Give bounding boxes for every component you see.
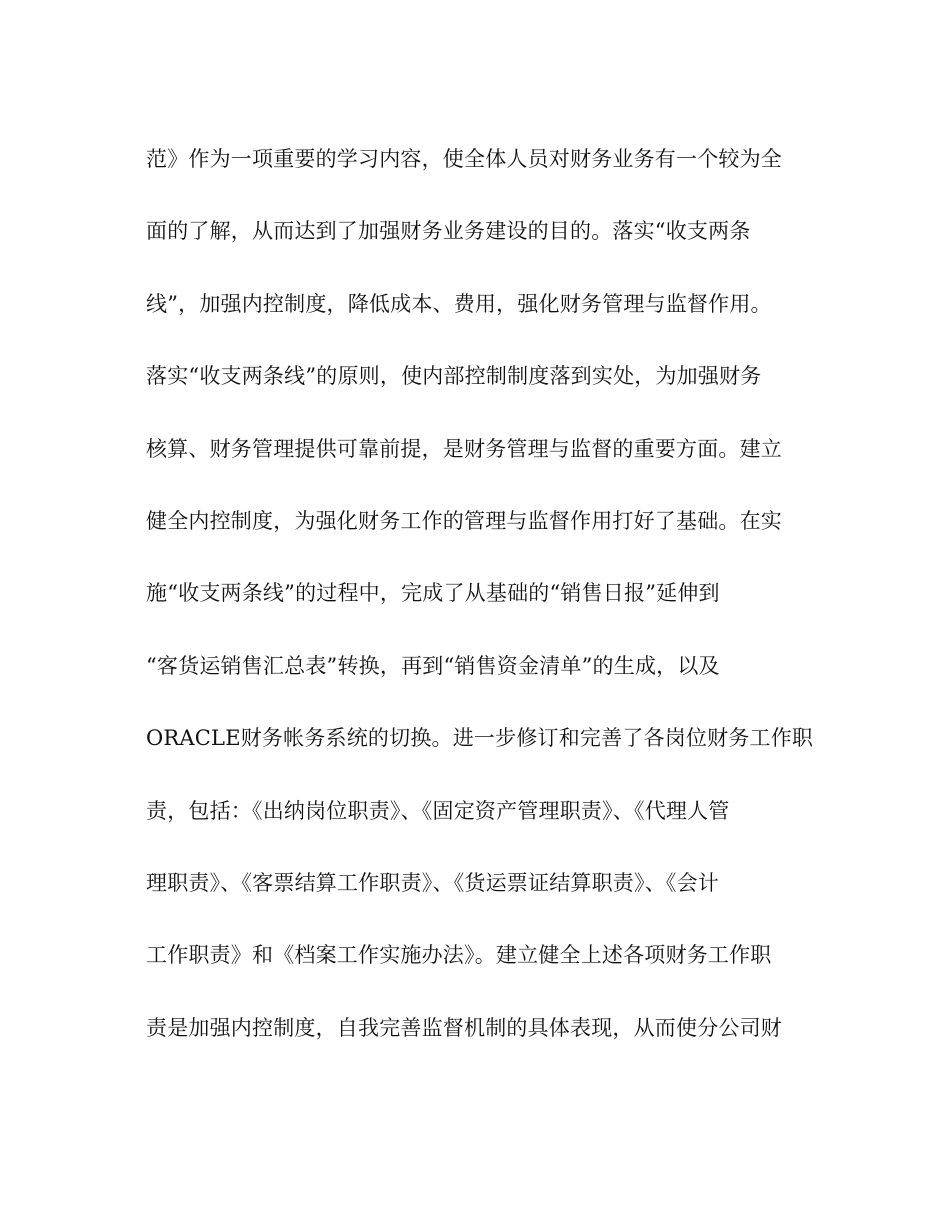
- text-line-11: 理职责》、《客票结算工作职责》、《货运票证结算职责》、《会计: [146, 870, 719, 895]
- text-line-12: 工作职责》和《档案工作实施办法》。建立健全上述各项财务工作职: [146, 943, 772, 968]
- text-line-13: 责是加强内控制度，自我完善监督机制的具体表现，从而使分公司财: [146, 1015, 782, 1040]
- text-line-3: 线”，加强内控制度，降低成本、费用，强化财务管理与监督作用。: [146, 291, 772, 316]
- text-line-9: ORACLE财务帐务系统的切换。进一步修订和完善了各岗位财务工作职: [146, 726, 814, 751]
- text-line-7: 施“收支两条线”的过程中，完成了从基础的“销售日报”延伸到: [146, 581, 720, 606]
- body-text: [146, 130, 826, 1071]
- text-line-8: “客货运销售汇总表”转换，再到“销售资金清单”的生成，以及: [146, 653, 720, 678]
- text-line-2: 面的了解，从而达到了加强财务业务建设的目的。落实“收支两条: [146, 219, 751, 244]
- text-line-1: 范》作为一项重要的学习内容，使全体人员对财务业务有一个较为全: [146, 147, 782, 171]
- text-line-4: 落实“收支两条线”的原则，使内部控制制度落到实处，为加强财务: [146, 364, 762, 389]
- text-line-10: 责，包括：《出纳岗位职责》、《固定资产管理职责》、《代理人管: [146, 798, 730, 823]
- text-line-5: 核算、财务管理提供可靠前提，是财务管理与监督的重要方面。建立: [146, 436, 782, 461]
- text-line-6: 健全内控制度，为强化财务工作的管理与监督作用打好了基础。在实: [146, 508, 782, 533]
